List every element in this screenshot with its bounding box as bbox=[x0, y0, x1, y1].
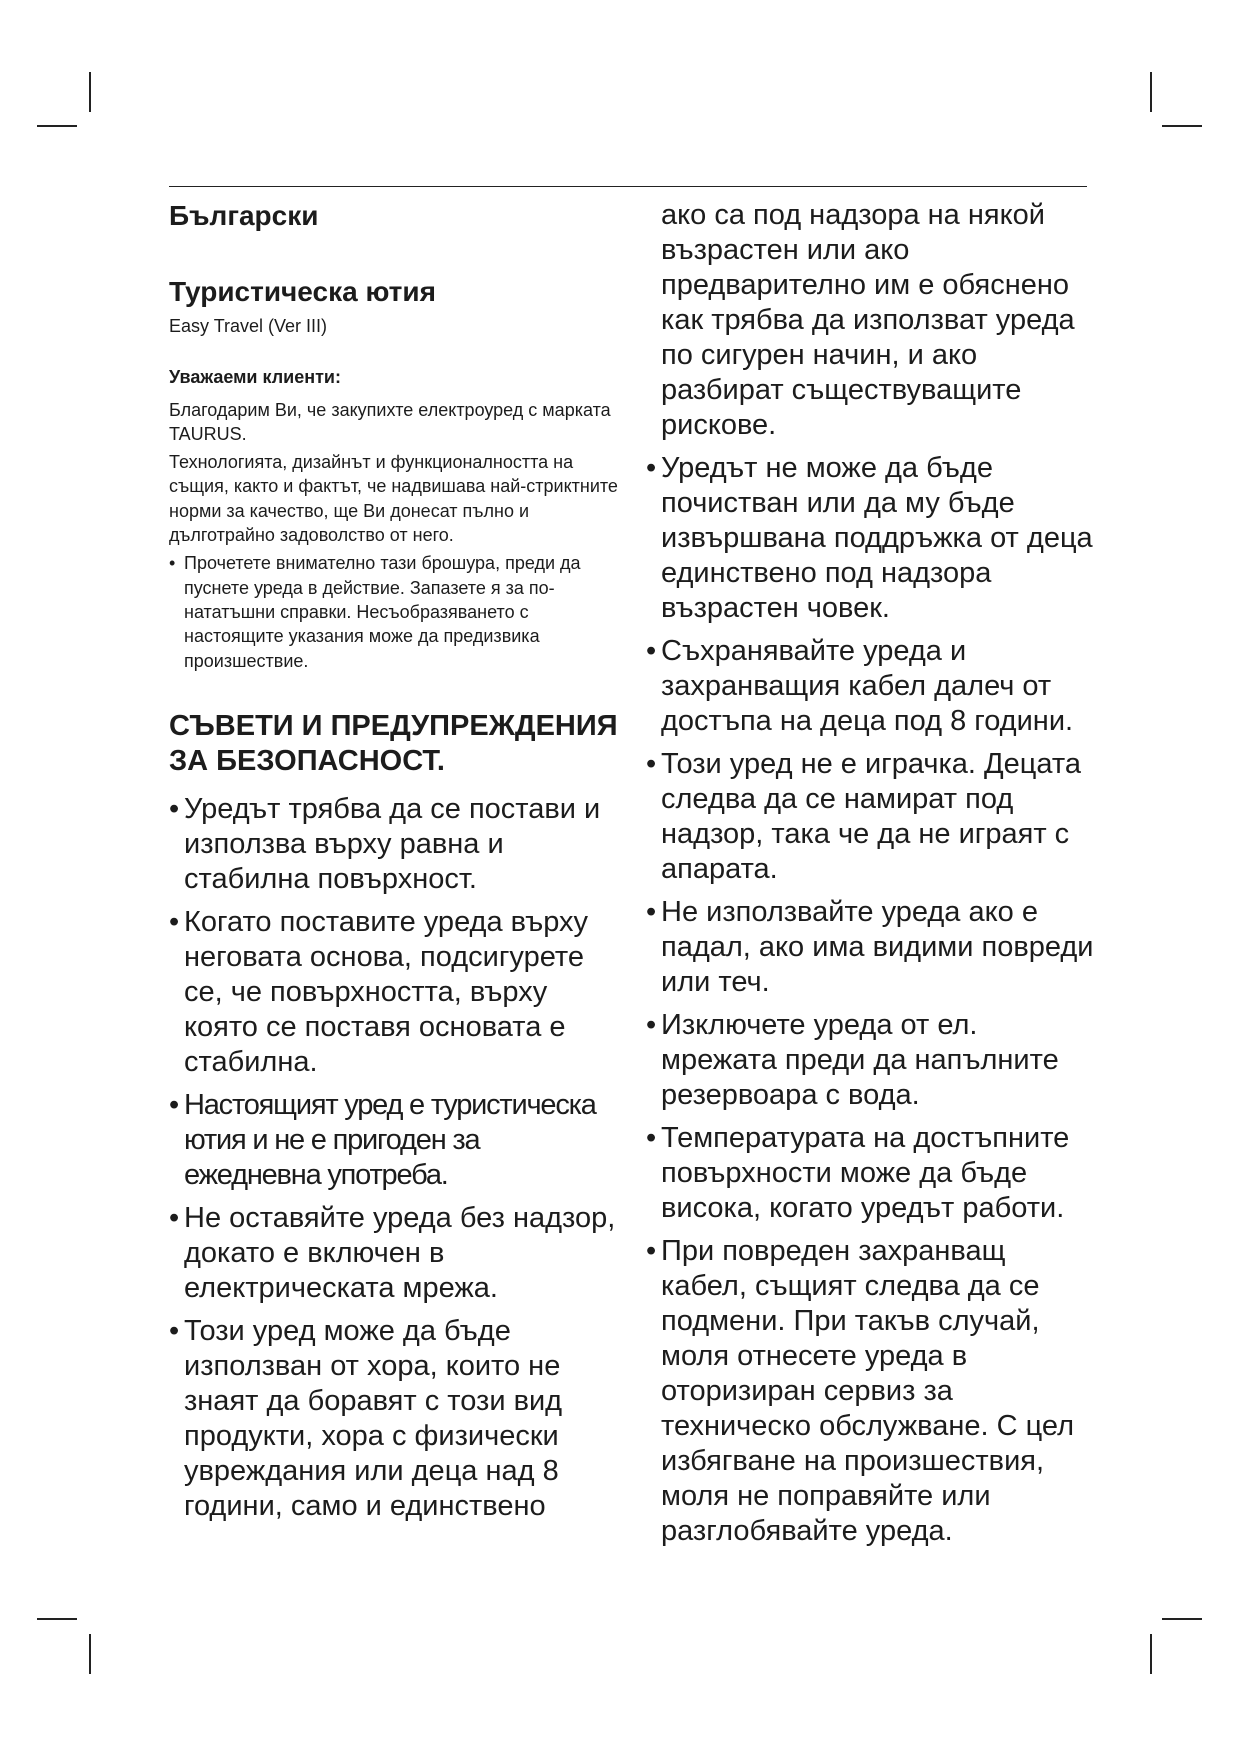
intro-paragraph: Технологията, дизайнът и функционалността на същия, както и фактът, че надвишава най-стриктните норми за качество, ще Ви донесат пълно и дълготрайно задоволство от него. bbox=[169, 452, 618, 546]
bullet-marker: • bbox=[169, 1088, 178, 1121]
safety-bullet-text: Настоящият уред е туристическа ютия и не е пригоден за ежедневна употреба. bbox=[184, 1088, 596, 1191]
safety-bullet-item bbox=[169, 1088, 619, 1193]
crop-mark-top-right-horizontal bbox=[1162, 125, 1202, 127]
crop-mark-top-left-horizontal bbox=[37, 125, 77, 127]
safety-bullet-item bbox=[646, 1234, 1096, 1549]
bullet-marker: • bbox=[646, 1009, 657, 1041]
safety-bullet-text: Уредът не може да бъде почистван или да му бъде извършвана поддръжка от деца единствено под надзора възрастен човек. bbox=[661, 452, 1093, 624]
bullet-marker: • bbox=[646, 1122, 657, 1154]
left-column bbox=[169, 198, 619, 1532]
bullet-marker: • bbox=[169, 792, 180, 825]
safety-bullet-text: Този уред не е играчка. Децата следва да се намират под надзор, така че да не играят с апарата. bbox=[661, 748, 1081, 885]
safety-bullet-item bbox=[646, 1008, 1096, 1113]
continued-bullet-text: ако са под надзора на някой възрастен или ако предварително им е обяснено как трябва да използват уреда по сигурен начин, и ако разбират съществуващите рискове. bbox=[661, 199, 1075, 441]
intro-bullet-item bbox=[169, 551, 619, 672]
safety-bullet-item bbox=[646, 895, 1096, 1000]
safety-bullet-item bbox=[169, 905, 619, 1080]
product-title: Туристическа ютия bbox=[169, 276, 436, 308]
product-model: Easy Travel (Ver III) bbox=[169, 315, 328, 336]
bullet-marker: • bbox=[646, 1235, 657, 1267]
safety-bullet-text: Изключете уреда от ел. мрежата преди да напълните резервоара с вода. bbox=[661, 1009, 1059, 1111]
safety-bullet-item bbox=[646, 747, 1096, 887]
safety-bullet-text: Този уред може да бъде използван от хора, които не знаят да боравят с този вид продукти, хора с физически увреждания или деца над 8 години, само и единствено bbox=[184, 1314, 563, 1522]
safety-bullet-text: Съхранявайте уреда и захранващия кабел далеч от достъпа на деца под 8 години. bbox=[661, 635, 1074, 737]
safety-bullet-item bbox=[169, 792, 619, 897]
crop-mark-bottom-right-vertical bbox=[1150, 1634, 1152, 1674]
safety-bullet-list-left bbox=[169, 792, 619, 1524]
greeting-label: Уважаеми клиенти: bbox=[169, 367, 341, 388]
bullet-marker: • bbox=[169, 1314, 180, 1347]
right-column bbox=[646, 198, 1096, 1557]
safety-bullet-item bbox=[169, 1201, 619, 1306]
bullet-marker: • bbox=[646, 452, 657, 484]
crop-mark-bottom-right-horizontal bbox=[1162, 1618, 1202, 1620]
crop-mark-top-right-vertical bbox=[1150, 72, 1152, 112]
language-heading: Български bbox=[169, 200, 319, 231]
bullet-marker: • bbox=[169, 905, 180, 938]
bullet-marker: • bbox=[646, 635, 657, 667]
bullet-marker: • bbox=[169, 553, 176, 574]
safety-bullet-text: Температурата на достъпните повърхности може да бъде висока, когато уредът работи. bbox=[661, 1122, 1070, 1224]
safety-bullet-text: Не използвайте уреда ако е падал, ако има видими повреди или теч. bbox=[661, 896, 1094, 998]
safety-bullet-text: Не оставяйте уреда без надзор, докато е включен в електрическата мрежа. bbox=[184, 1201, 616, 1304]
intro-bullet-list bbox=[169, 551, 619, 672]
intro-bullet-text: Прочетете внимателно тази брошура, преди да пуснете уреда в действие. Запазете я за по-нататъшни справки. Несъобразяването с настоящите указания може да предизвика произшествие. bbox=[184, 553, 581, 671]
safety-bullet-item bbox=[646, 634, 1096, 739]
safety-bullet-text: При повреден захранващ кабел, същият следва да се подмени. При такъв случай, моля отнесете уреда в оторизиран сервиз за техническо обслужване. С цел избягване на произшествия, моля не поправяйте или разглобявайте уреда. bbox=[661, 1235, 1074, 1547]
safety-bullet-item bbox=[169, 1314, 619, 1524]
bullet-marker: • bbox=[169, 1201, 180, 1234]
safety-bullet-text: Когато поставите уреда върху неговата основа, подсигурете се, че повърхността, върху която се поставя основата е стабилна. bbox=[184, 905, 589, 1078]
bullet-marker: • bbox=[646, 896, 657, 928]
header-rule bbox=[169, 186, 1087, 187]
safety-bullet-item bbox=[646, 1121, 1096, 1226]
crop-mark-bottom-left-vertical bbox=[89, 1634, 91, 1674]
safety-bullet-text: Уредът трябва да се постави и използва върху равна и стабилна повърхност. bbox=[184, 792, 601, 895]
crop-mark-bottom-left-horizontal bbox=[37, 1618, 77, 1620]
bullet-marker: • bbox=[646, 748, 657, 780]
intro-paragraph: Благодарим Ви, че закупихте електроуред с марката TAURUS. bbox=[169, 399, 611, 444]
safety-bullet-list-right bbox=[646, 451, 1096, 1549]
safety-section-heading: СЪВЕТИ И ПРЕДУПРЕЖДЕНИЯ ЗА БЕЗОПАСНОСТ. bbox=[169, 709, 618, 778]
safety-bullet-item bbox=[646, 451, 1096, 626]
crop-mark-top-left-vertical bbox=[89, 72, 91, 112]
